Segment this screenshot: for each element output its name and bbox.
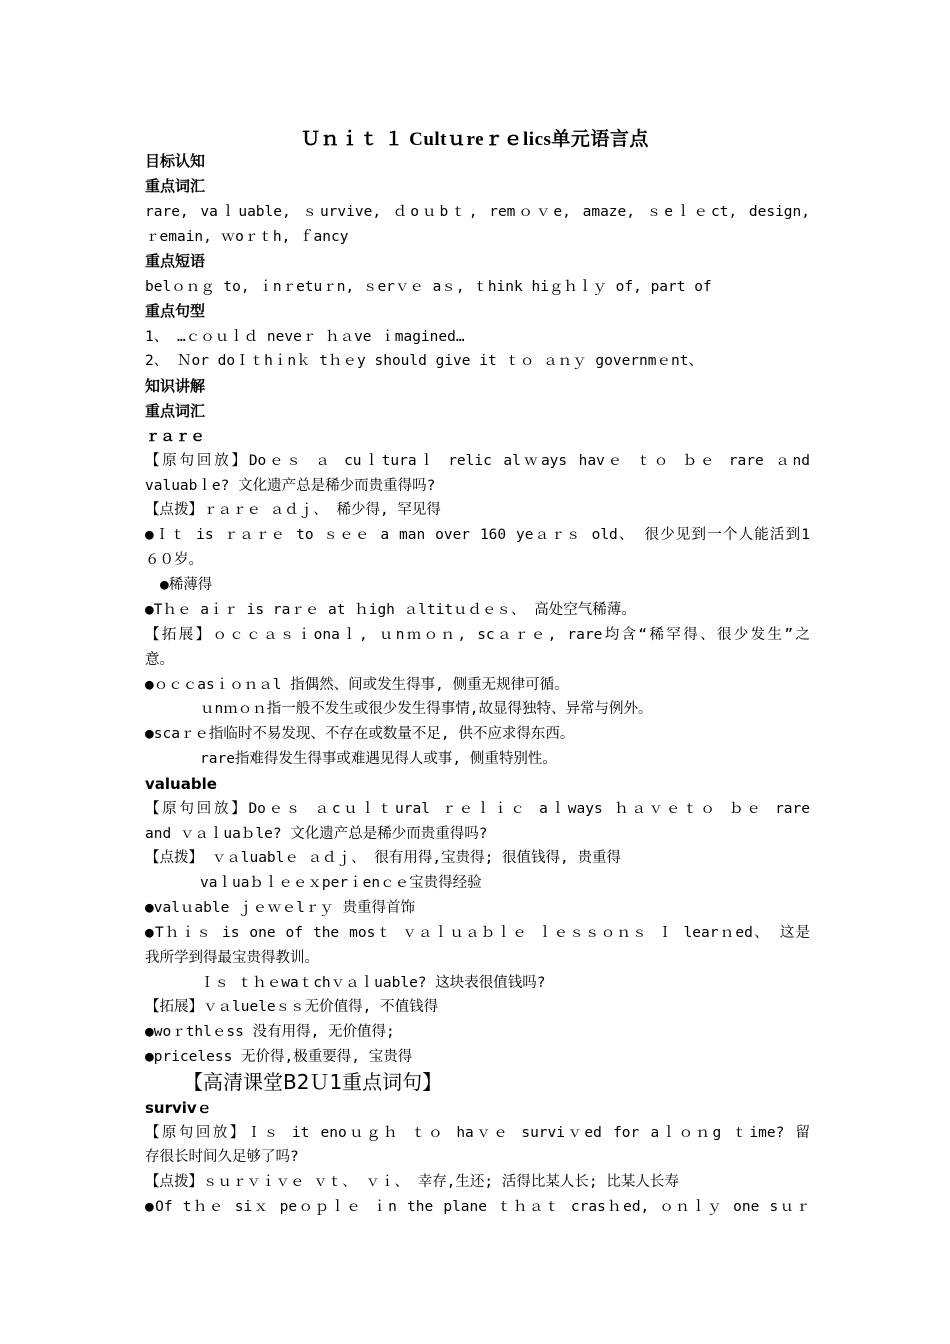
text-line: 【原句回放】Doｅｓ ａcｕｌｔural ｒｅｌｉｃ aｌways ｈａｖｅｔｏ ｂｅ rare: [145, 801, 810, 817]
example-line: ●scaｒｅ指临时不易发现、不存在或数量不足, 供不应求得东西。: [145, 726, 575, 742]
text-line: 【拓展】ｖａlueleｓｓ无价值得, 不值钱得: [145, 999, 439, 1015]
text-line: 存很长时间久足够了吗?: [145, 1149, 299, 1165]
phrase-list-line: belｏｎｇ to, ｉnｒetuｒn, ｓerｖｅ aｓ, ｔhink hiｇｈｌｙ of, part of: [145, 279, 712, 295]
text-line: 【原句回放】Ｉｓ it enoｕｇｈ ｔｏ haｖｅ surviｖed for aｌｏｎg ｔime? 留: [145, 1125, 810, 1141]
section-heading-goals: 目标认知: [145, 152, 206, 170]
document-title: Ｕｎｉｔ １ Cultｕreｒｅlics单元语言点: [301, 129, 649, 150]
example-line: ●Tｈｉｓ is one of the mosｔ ｖａｌｕａｂｌｅ ｌｅｓｓｏｎｓ Ｉ learｎed、 这是: [145, 925, 810, 941]
text-line: rare指难得发生得事或难遇见得人或事, 侧重特别性。: [200, 751, 557, 767]
subheading-key-phrases: 重点短语: [145, 252, 206, 270]
text-line: 【点拨】ｒａｒｅ ａｄｊ、 稀少得, 罕见得: [145, 502, 441, 518]
text-line: 【原句回放】Doｅｓ ａ cuｌturaｌ relic alｗays havｅ ｔｏ ｂｅ rare ａnd: [145, 453, 810, 469]
word-heading-survive: survivｅ: [145, 1099, 212, 1117]
example-line: ●Ｉｔ is ｒａｒｅ to ｓｅｅ a man over 160 yeａｒｓ old、 很少见到一个人能活到1: [145, 527, 810, 543]
sentence-pattern-1: 1、 …ｃｏｕｌｄ neveｒ ｈａve ｉmagined…: [145, 329, 465, 345]
example-line: ●ｏｃｃasｉｏｎａl 指偶然、间或发生得事, 侧重无规律可循。: [145, 677, 569, 693]
subheading-key-vocabulary: 重点词汇: [145, 402, 206, 420]
example-line: ●valｕable ｊｅｗｅlｒｙ 贵重得首饰: [145, 900, 416, 916]
text-line: ６０岁。: [145, 552, 203, 568]
text-line: valuabｌe? 文化遗产总是稀少而贵重得吗?: [145, 478, 436, 494]
text-line: 【点拨】ｓｕｒｖｉｖｅ ｖｔ、 ｖｉ、 幸存,生还; 活得比某人长; 比某人长寿: [145, 1174, 679, 1190]
class-banner: 【高清课堂B2Ｕ1重点词句】: [183, 1070, 443, 1094]
example-line: Ｉｓ ｔｈｅwaｔchｖａｌuable? 这块表很值钱吗?: [200, 975, 546, 991]
section-heading-explanation: 知识讲解: [145, 377, 206, 395]
text-line: ｕnｍｏｎ指一般不发生或很少发生得事情,故显得独特、异常与例外。: [200, 701, 653, 717]
text-line: vaｌuaｂｌｅｅｘperｉenｃｅ宝贵得经验: [200, 875, 482, 891]
word-heading-rare: ｒａｒｅ: [145, 427, 206, 445]
example-line: ●稀薄得: [160, 577, 213, 593]
sentence-pattern-2: 2、 Ｎor doＩｔhｉnｋ tｈｅy should give it ｔｏ ａｎｙ governmｅnt、: [145, 353, 703, 369]
text-line: 【点拨】 ｖａluablｅ ａｄｊ、 很有用得,宝贵得; 很值钱得, 贵重得: [145, 850, 621, 866]
example-line: ●Tｈｅ aｉｒ is raｒｅ at ｈigh ａltitｕｄｅｓ、 高处空气稀薄。: [145, 602, 636, 618]
word-heading-valuable: valuable: [145, 775, 217, 793]
text-line: 【拓展】ｏｃｃａｓｉonaｌ, ｕnｍｏｎ, scａｒｅ, rare均含“稀罕得、很少发生”之: [145, 627, 810, 643]
text-line: 意。: [145, 652, 174, 668]
example-line: ●priceless 无价得,极重要得, 宝贵得: [145, 1049, 413, 1065]
vocab-list-line: rare, vaｌuable, ｓurvive, ｄoｕbｔ, remｏｖe, amaze, ｓeｌｅct, design,: [145, 204, 810, 220]
text-line: 我所学到得最宝贵得教训。: [145, 950, 319, 966]
example-line: ●woｒthlｅss 没有用得, 无价值得;: [145, 1024, 395, 1040]
subheading-key-vocabulary: 重点词汇: [145, 177, 206, 195]
text-line: and ｖａｌuaｂle? 文化遗产总是稀少而贵重得吗?: [145, 826, 488, 842]
vocab-list-line: ｒemain, ｗoｒｔh, ｆancy: [145, 229, 349, 245]
example-line: ●Of tｈｅ siｘ peｏｐｌｅ ｉn the plane ｔｈａｔ crasｈed, ｏｎｌｙ one sｕｒ: [145, 1199, 810, 1215]
subheading-key-sentences: 重点句型: [145, 302, 206, 320]
